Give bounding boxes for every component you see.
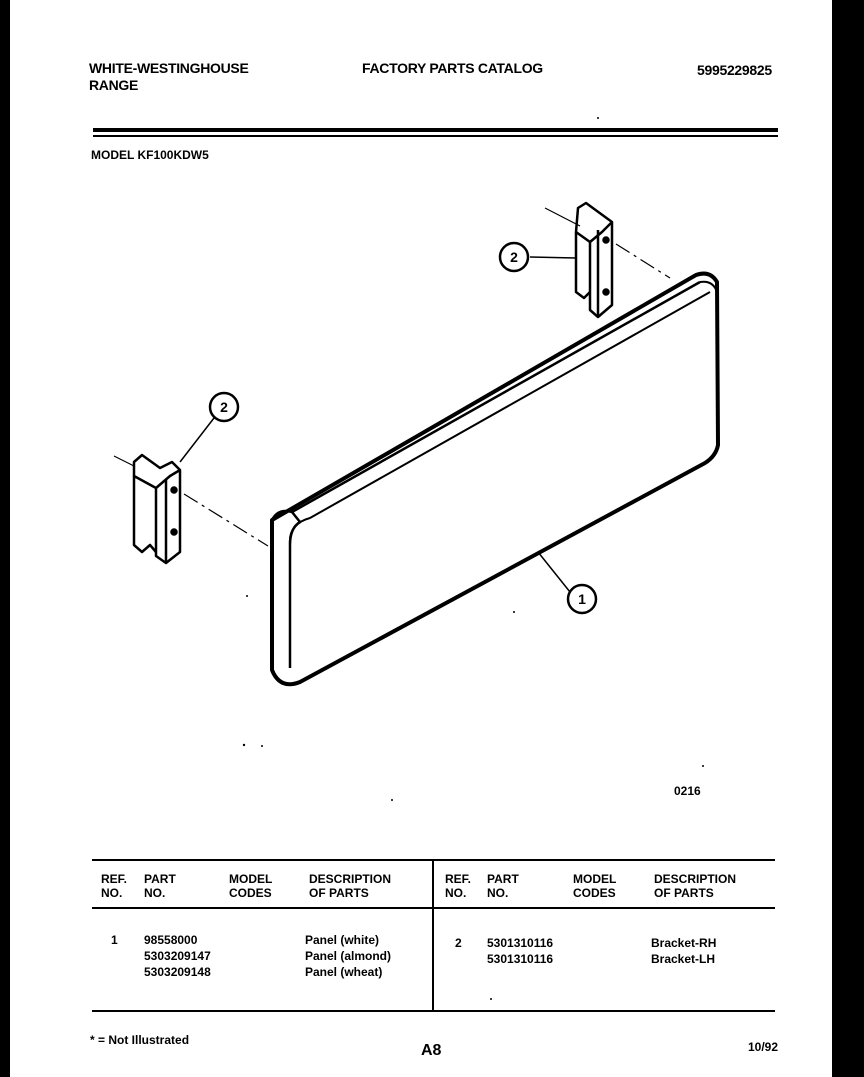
part-description: Panel (white) [305, 933, 380, 947]
revision-date: 10/92 [748, 1040, 779, 1054]
model-label: MODEL KF100KDW5 [91, 148, 209, 162]
bracket-lh [134, 455, 180, 563]
ref-2: 2 [455, 936, 462, 950]
panel-part [272, 274, 718, 685]
part-no: 5303209148 [144, 965, 211, 979]
header-description: DESCRIPTION OF PARTS [309, 872, 392, 900]
callout-1 [568, 585, 596, 613]
callout-2-right [500, 243, 528, 271]
part-no: 5301310116 [487, 936, 554, 950]
bracket-rh [576, 203, 612, 317]
part-no-list [144, 932, 211, 980]
header-model-codes-right: MODEL CODES [573, 872, 617, 900]
part-description: Panel (wheat) [305, 965, 383, 979]
product-type: RANGE [89, 77, 139, 93]
callout-label: 2 [220, 399, 228, 415]
catalog-number: 5995229825 [697, 62, 772, 78]
header-part-no: PART NO. [144, 872, 176, 900]
header-description-right: DESCRIPTION OF PARTS [654, 872, 737, 900]
figure-code: 0216 [674, 784, 701, 798]
brand-name: WHITE-WESTINGHOUSE [89, 60, 249, 76]
part-no: 98558000 [144, 933, 198, 947]
header-ref-no-right: REF. NO. [445, 872, 472, 900]
not-illustrated-note: * = Not Illustrated [90, 1033, 190, 1047]
part-no: 5303209147 [144, 949, 211, 963]
description-list-right [651, 935, 716, 967]
callout-2-left [210, 393, 238, 421]
part-no-list-right [487, 935, 553, 967]
exploded-parts-diagram [10, 0, 832, 1077]
table-divider [432, 860, 434, 1011]
ref-1: 1 [111, 933, 118, 947]
callout-label: 2 [510, 249, 518, 265]
page-code: A8 [421, 1042, 442, 1059]
part-no: 5301310116 [487, 952, 554, 966]
header-ref-no: REF. NO. [101, 872, 128, 900]
catalog-title: FACTORY PARTS CATALOG [362, 60, 543, 76]
header-model-codes: MODEL CODES [229, 872, 273, 900]
callout-label: 1 [578, 591, 586, 607]
header-part-no-right: PART NO. [487, 872, 519, 900]
part-description: Bracket-LH [651, 952, 716, 966]
part-description: Panel (almond) [305, 949, 392, 963]
description-list [305, 932, 391, 980]
catalog-page [10, 0, 832, 1077]
part-description: Bracket-RH [651, 936, 717, 950]
